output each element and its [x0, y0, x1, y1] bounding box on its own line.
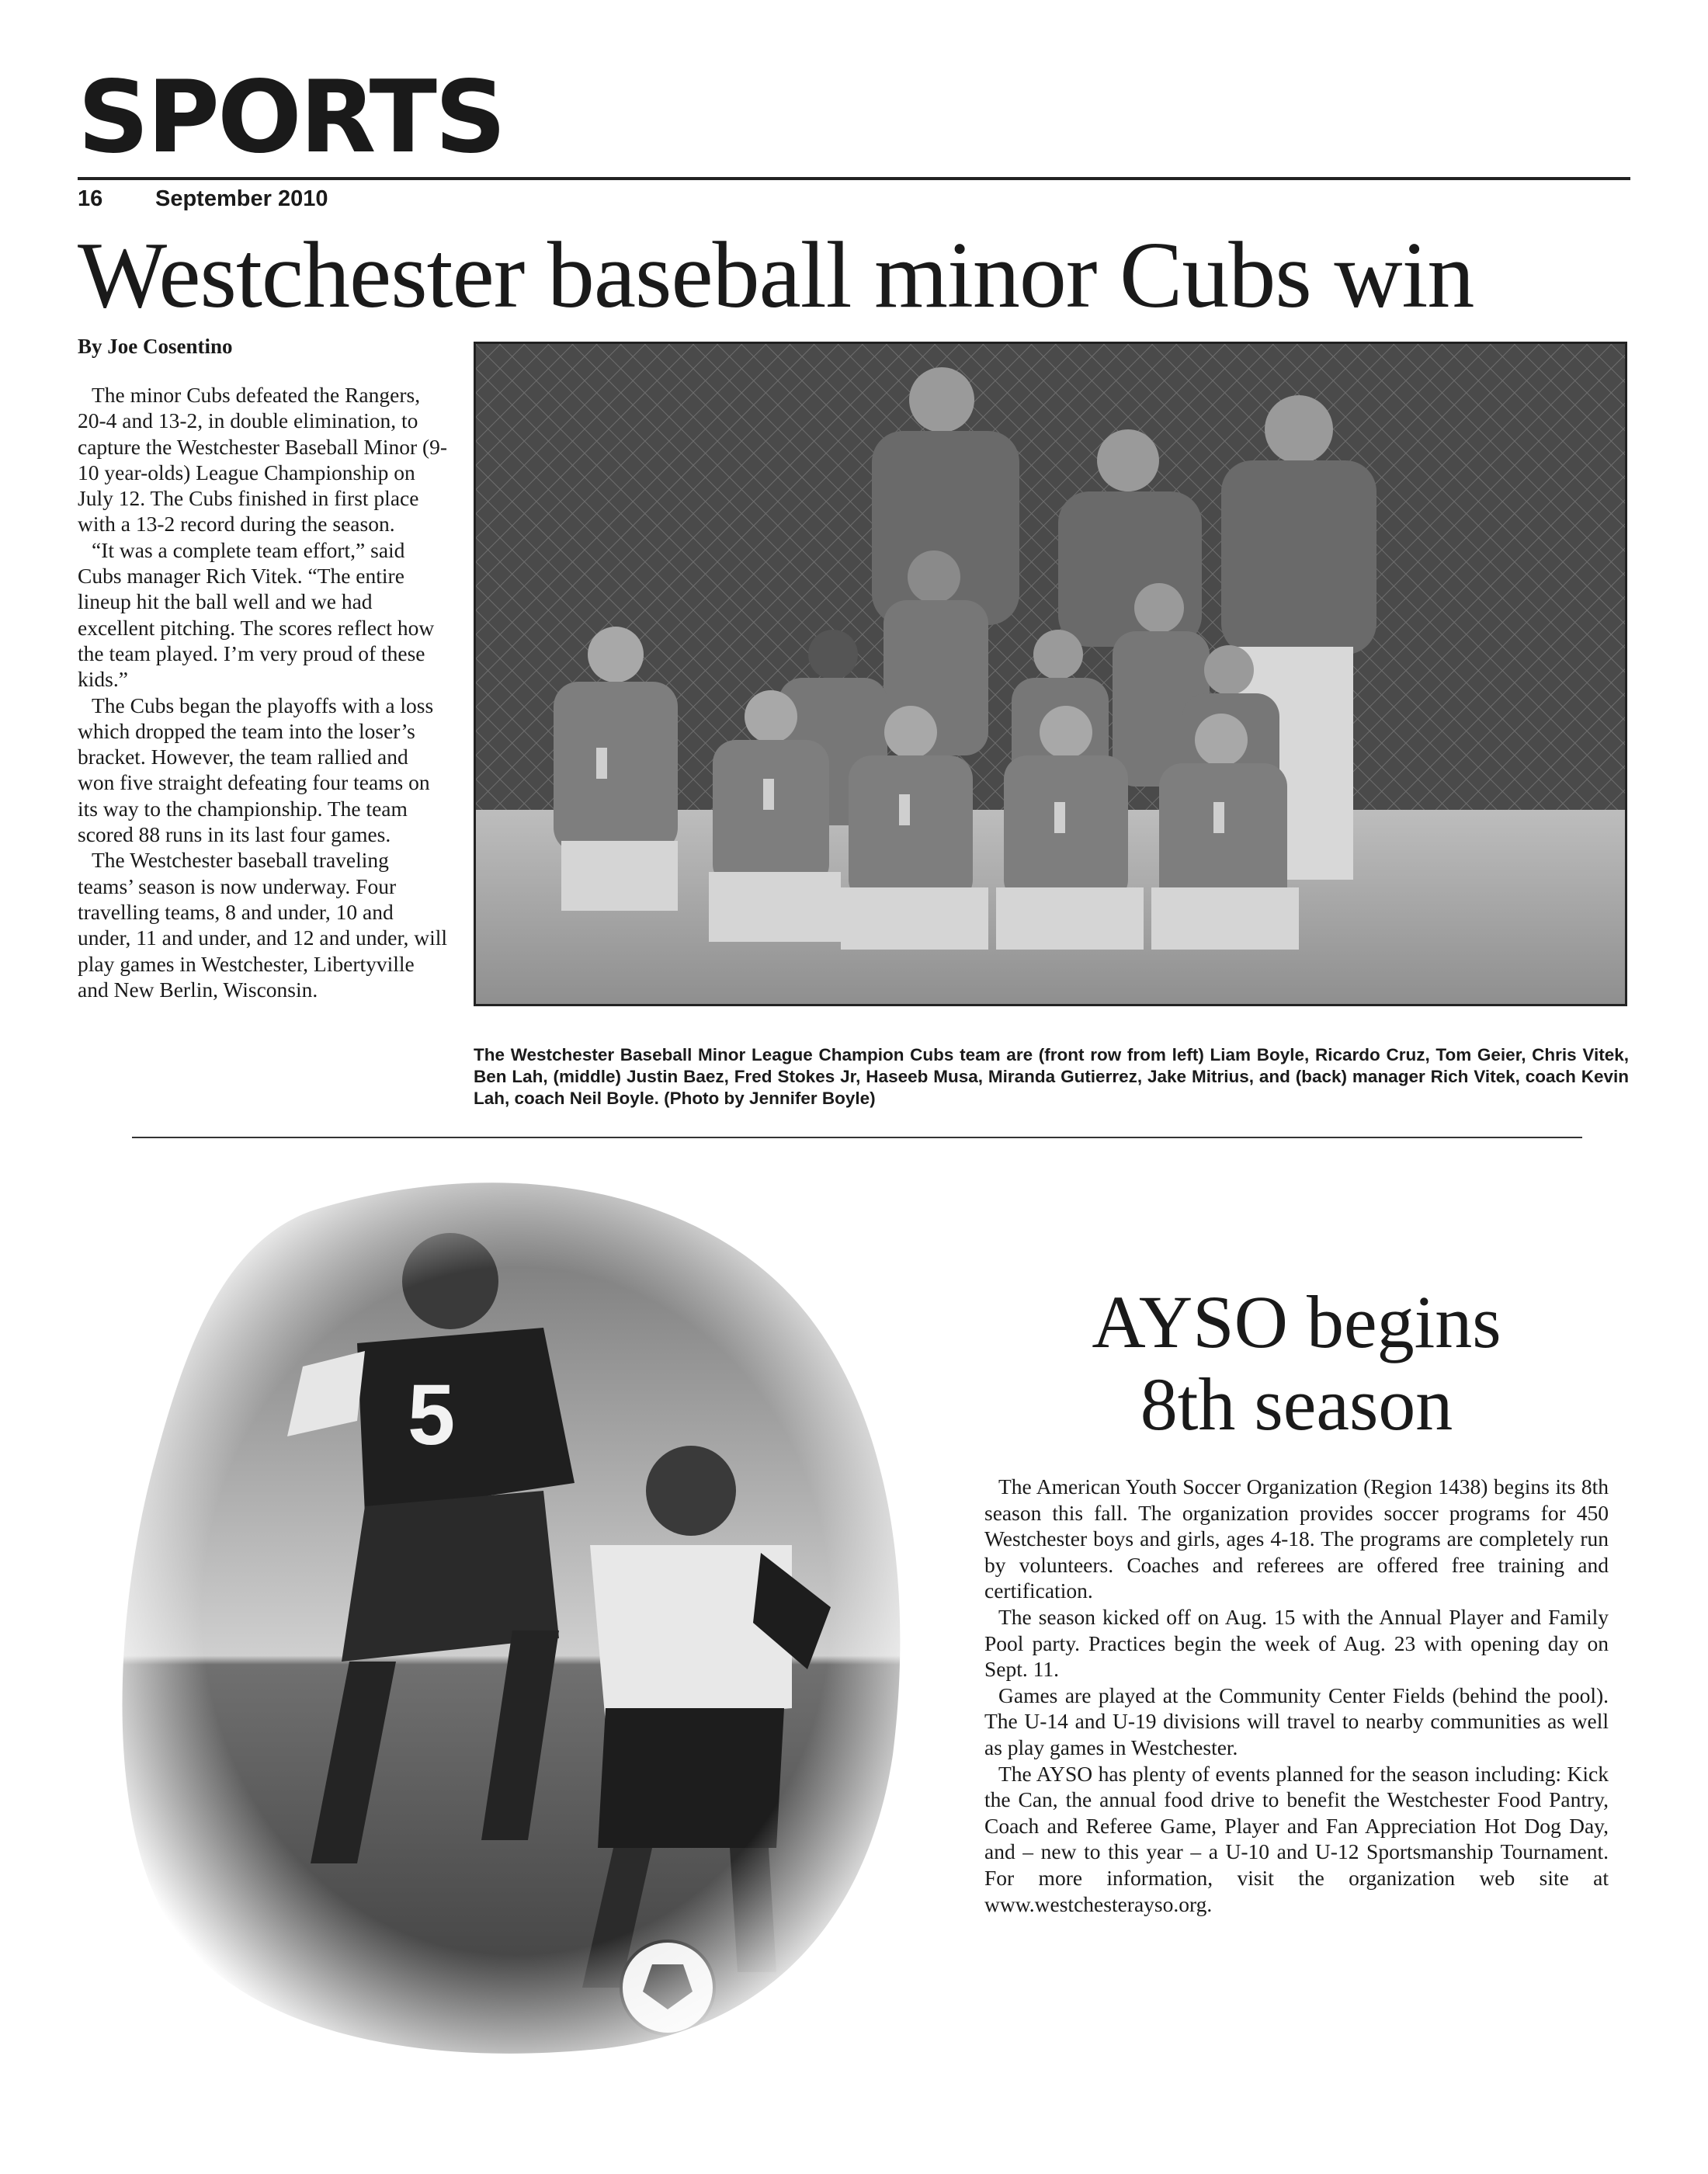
- ayso-headline: [978, 1281, 1615, 1446]
- photo-caption: The Westchester Baseball Minor League Champion Cubs team are (front row from left) Liam Boyle, Ricardo Cruz, Tom Geier, Chris Vitek, Ben Lah, (middle) Justin Baez, Fred Stokes Jr, Haseeb Musa, Miranda Gutierrez, Jake Mitrius, and (back) manager Rich Vitek, coach Kevin Lah, coach Neil Boyle. (Photo by Jennifer Boyle): [474, 1045, 1629, 1108]
- paragraph: Games are played at the Community Center Fields (behind the pool). The U-14 and U-19 divisions will travel to nearby communities as well as play games in Westchester.: [984, 1683, 1609, 1759]
- paragraph: The Cubs began the playoffs with a loss which dropped the team into the loser’s bracket. However, the team rallied and won five straight defeating four teams on its way to the championship. The team scored 88 runs in its last four games.: [78, 693, 434, 847]
- masthead-rule: [78, 177, 1630, 180]
- paragraph: The AYSO has plenty of events planned for the season including: Kick the Can, the annual food drive to benefit the Westchester Food Pantry, Coach and Referee Game, Player and Fan Appreciation Hot Dog Day, and – new to this year – a U-10 and U-12 Sportsmanship Tournament. For more information, visit the organization web site at www.westchesterayso.org.: [984, 1761, 1609, 1916]
- paragraph: The American Youth Soccer Organization (Region 1438) begins its 8th season this fall. The organization provides soccer programs for 450 Westchester boys and girls, ages 4-18. The programs are completely run by volunteers. Coaches and referees are offered free training and certification.: [984, 1474, 1609, 1603]
- soccer-photo-illustration: [109, 1165, 924, 2058]
- baseball-headline: Westchester baseball minor Cubs win: [78, 223, 1474, 328]
- issue-date: September 2010: [155, 186, 328, 211]
- team-photo: [474, 342, 1627, 1006]
- paragraph: The minor Cubs defeated the Rangers, 20-4 and 13-2, in double elimination, to capture the Westchester Baseball Minor (9-10 year-olds) League Championship on July 12. The Cubs finished in first place with a 13-2 record during the season.: [78, 383, 448, 537]
- ayso-headline-line: 8th season: [1140, 1363, 1453, 1446]
- section-title: SPORTS: [78, 60, 505, 175]
- ayso-headline-line: AYSO begins: [1092, 1280, 1501, 1363]
- team-photo-illustration: [476, 344, 1625, 1004]
- issue-line: [78, 186, 328, 211]
- baseball-article-body: [78, 382, 449, 1002]
- page-number: 16: [78, 186, 103, 211]
- paragraph: “It was a complete team effort,” said Cubs manager Rich Vitek. “The entire lineup hit the ball well and we had excellent pitching. The scores reflect how the team played. I’m very proud of these kids.”: [78, 537, 435, 692]
- paragraph: The Westchester baseball traveling teams’ season is now underway. Four travelling teams, 8 and under, 10 and under, 11 and under, and 12 and under, will play games in Westchester, Libertyville and New Berlin, Wisconsin.: [78, 848, 448, 1002]
- soccer-photo: [109, 1165, 924, 2058]
- ayso-article-body: [984, 1474, 1609, 1917]
- section-divider: [132, 1137, 1582, 1138]
- byline: By Joe Cosentino: [78, 335, 233, 358]
- paragraph: The season kicked off on Aug. 15 with the Annual Player and Family Pool party. Practices begin the week of Aug. 23 with opening day on Sept. 11.: [984, 1604, 1609, 1682]
